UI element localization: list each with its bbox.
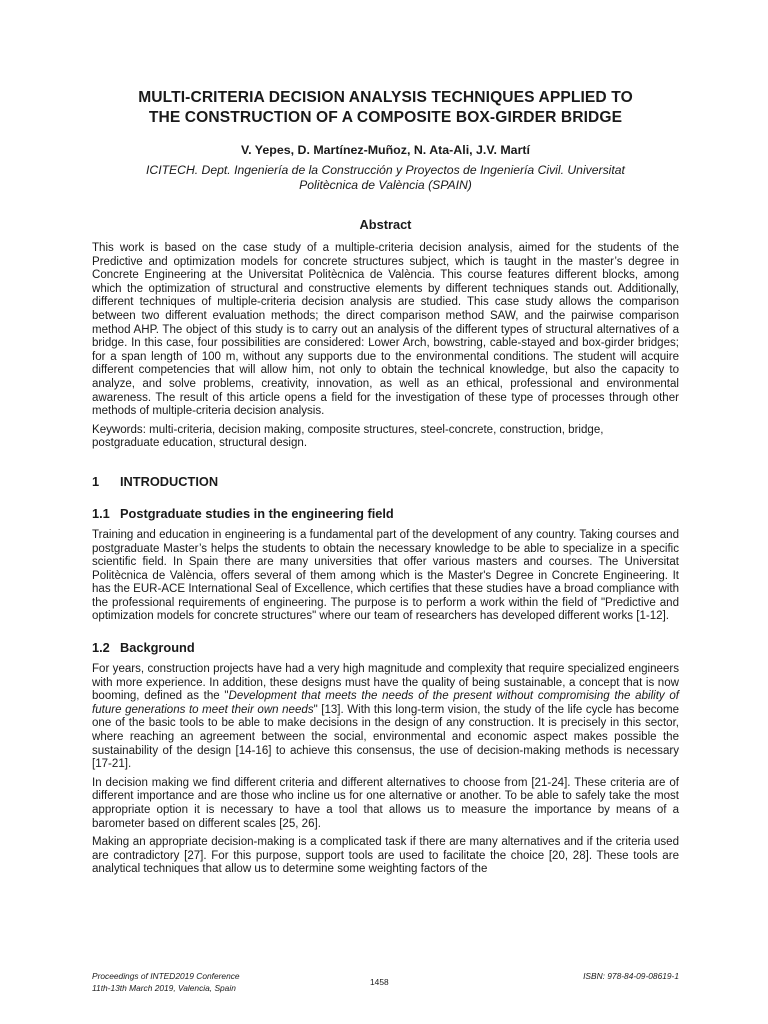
conference-dates: 11th-13th March 2019, Valencia, Spain — [92, 983, 236, 993]
title-line-1: MULTI-CRITERIA DECISION ANALYSIS TECHNIQUES APPLIED TO — [138, 89, 633, 106]
section-heading-introduction — [92, 474, 679, 490]
affiliation-line-1: ICITECH. Dept. Ingeniería de la Construcción y Proyectos de Ingeniería Civil. Universitat — [146, 163, 625, 177]
keywords-line-2: postgraduate education, structural design. — [92, 437, 308, 450]
subsection-number: 1.1 — [92, 505, 110, 521]
affiliation — [92, 163, 679, 193]
keywords-line-1: Keywords: multi-criteria, decision making, composite structures, steel-concrete, construction, bridge, — [92, 423, 604, 436]
title-line-2: THE CONSTRUCTION OF A COMPOSITE BOX-GIRDER BRIDGE — [148, 109, 623, 126]
paper-page — [92, 88, 679, 877]
subsection-number: 1.2 — [92, 640, 110, 656]
conference-name: Proceedings of INTED2019 Conference — [92, 971, 240, 981]
subsection-title: Background — [120, 640, 195, 656]
postgraduate-paragraph: Training and education in engineering is a fundamental part of the development of any country. Taking courses and postgraduate Master’s helps the students to obtain the necessary knowledge to be able to specialize in a specific scientific field. In Spain there are many universities that offer various masters and courses. The Universitat Politècnica de València, offers several of them among which is the Master's Degree in Concrete Engineering. It has the EUR-ACE International Seal of Excellence, which certifies that these studies have a broad compliance with the professional requirements of engineering. The purpose is to perform a work within the field of "Predictive and optimization models for concrete structures" where our team of researchers has developed different works [1-12]. — [92, 528, 679, 623]
abstract-text: This work is based on the case study of a multiple-criteria decision analysis, aimed for the students of the Predictive and optimization models for concrete structures subject, which is taught in the master’s degree in Concrete Engineering at the Universitat Politècnica de València. This course features different blocks, among which the optimization of structural and constructive elements by different techniques stands out. Additionally, different techniques of multiple-criteria decision analysis are studied. This case study allows the comparison between two different evaluation methods; the direct comparison method SAW, and the pairwise comparison method AHP. The object of this study is to carry out an analysis of the different types of structural alternatives of a bridge. In this case, four possibilities are considered: Lower Arch, bowstring, cable-stayed and box-girder bridges; for a span length of 100 m, without any supports due to the environmental conditions. The student will acquire different competencies that will allow him, not only to obtain the technical knowledge, but also the capacity to analyze, and solve problems, creativity, innovation, as well as an ethical, professional and environmental awareness. The result of this article opens a field for the investigation of these type of processes through other methods of multiple-criteria decision analysis. — [92, 242, 679, 418]
background-paragraph-2: In decision making we find different criteria and different alternatives to choose from [21-24]. These criteria are of different importance and are those who incline us for one alternative or another. To be able to safely take the most appropriate option it is necessary to have a tool that allows us to measure the importance by means of a barometer based on different scales [25, 26]. — [92, 776, 679, 830]
background-paragraph-3: Making an appropriate decision-making is a complicated task if there are many alternatives and if the criteria used are contradictory [27]. For this purpose, support tools are used to facilitate the choice [20, 28]. These tools are analytical techniques that allow us to determine some weighting factors of the — [92, 836, 679, 876]
page-number: 1458 — [370, 977, 389, 987]
conference-info — [92, 970, 312, 994]
sustainability-definition-quote: Development that meets the needs of the present without compromising the ability of future generations to meet their own needs — [92, 690, 680, 716]
authors: V. Yepes, D. Martínez-Muñoz, N. Ata-Ali, J.V. Martí — [241, 143, 530, 157]
subsection-heading-postgraduate — [92, 506, 679, 522]
subsection-heading-background — [92, 640, 679, 656]
section-number: 1 — [92, 473, 100, 489]
section-title: INTRODUCTION — [120, 473, 219, 489]
subsection-title: Postgraduate studies in the engineering field — [120, 505, 394, 521]
isbn: ISBN: 978-84-09-08619-1 — [583, 971, 679, 981]
background-p1-start: For years, construction projects have had a very high magnitude and complexity that require specialized engineers with more experience. In addition, these designs must have the quality of being sustainable, a concept that is now booming, defined as the " — [92, 663, 679, 703]
keywords — [92, 424, 679, 451]
background-paragraph-1 — [92, 663, 679, 772]
affiliation-line-2: Politècnica de València (SPAIN) — [299, 178, 472, 192]
abstract-heading: Abstract — [359, 217, 412, 232]
background-p1-end: " [13]. With this long-term vision, the study of the life cycle has become one of the basic tools to be able to make decisions in the design of any construction. It is precisely in this sector, where reaching an agreement between the social, environmental and economic aspect makes possible the sustainability of the design [14-16] to achieve this consensus, the use of decision-making methods is necessary [17-21]. — [92, 703, 679, 771]
paper-title — [92, 88, 679, 128]
